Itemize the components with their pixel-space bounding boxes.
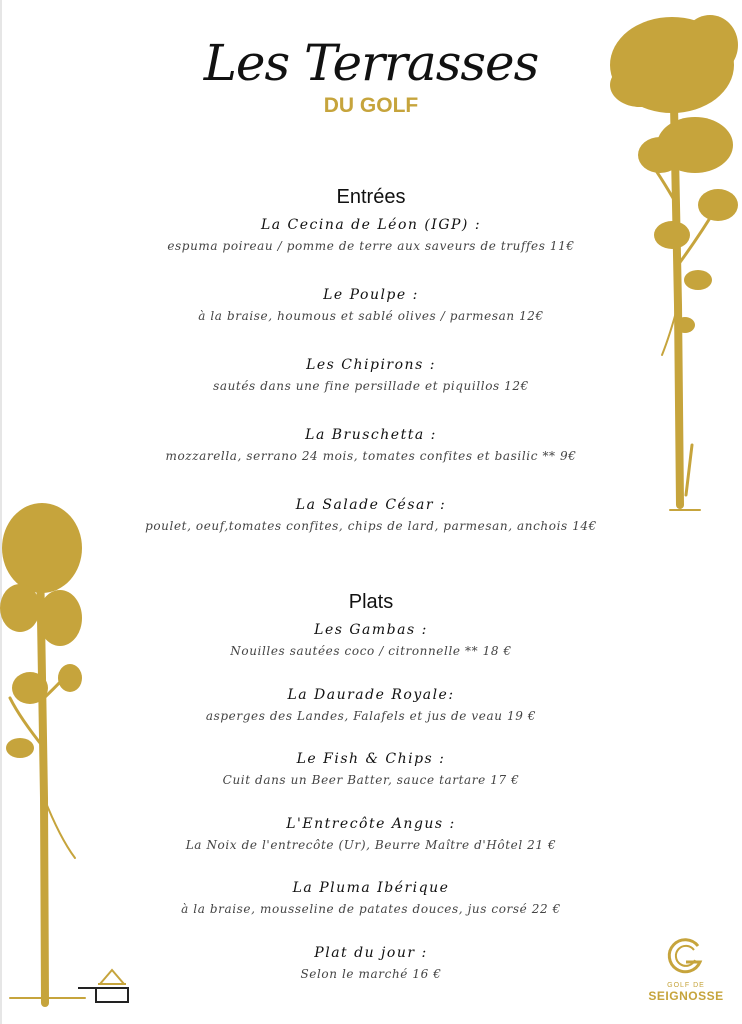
menu-item xyxy=(0,684,742,749)
menu-item xyxy=(0,214,742,284)
item-name: La Salade César : xyxy=(295,497,447,513)
item-name: Le Fish & Chips : xyxy=(296,751,446,767)
golf-seignosse-logo xyxy=(640,936,732,1008)
item-name: La Pluma Ibérique xyxy=(292,880,450,896)
item-name: La Cecina de Léon (IGP) : xyxy=(260,217,482,233)
menu-item xyxy=(0,284,742,354)
section-title: Plats xyxy=(348,591,394,613)
item-description: à la braise, mousseline de patates douces, jus corsé 22 € xyxy=(181,902,561,916)
item-name: L'Entrecôte Angus : xyxy=(286,815,456,832)
item-description: poulet, oeuf,tomates confites, chips de lard, parmesan, anchois 14€ xyxy=(145,519,597,533)
golf-g-logo-icon xyxy=(664,936,708,976)
item-description: à la braise, houmous et sablé olives / parmesan 12€ xyxy=(198,309,544,323)
clubhouse-logo-icon xyxy=(78,962,134,1006)
item-name: La Bruschetta : xyxy=(305,427,437,443)
entrees-section xyxy=(0,184,742,564)
item-description: Cuit dans un Beer Batter, sauce tartare 17 € xyxy=(222,773,520,787)
item-description: espuma poireau / pomme de terre aux saveurs de truffes 11€ xyxy=(167,239,575,253)
item-name: Le Poulpe : xyxy=(323,287,419,303)
item-description: asperges des Landes, Falafels et jus de veau 19 € xyxy=(205,708,537,723)
item-description: mozzarella, serrano 24 mois, tomates confites et basilic ** 9€ xyxy=(165,449,577,463)
menu-item xyxy=(0,813,742,878)
menu-item xyxy=(0,494,742,564)
header xyxy=(0,28,742,118)
item-name: Plat du jour : xyxy=(314,944,428,961)
logo-small-text: GOLF DE xyxy=(667,982,705,989)
plats-section xyxy=(0,589,742,1006)
item-name: Les Gambas : xyxy=(314,622,428,638)
logo-big-text: SEIGNOSSE xyxy=(648,989,724,1003)
item-description: Selon le marché 16 € xyxy=(300,966,442,981)
item-name: Les Chipirons : xyxy=(306,357,436,373)
item-description: Nouilles sautées coco / citronnelle ** 18 € xyxy=(230,644,512,658)
item-description: La Noix de l'entrecôte (Ur), Beurre Maître d'Hôtel 21 € xyxy=(185,837,557,852)
menu-item xyxy=(0,354,742,424)
menu-item xyxy=(0,424,742,494)
restaurant-subtitle: DU GOLF xyxy=(323,94,419,117)
section-title: Entrées xyxy=(336,186,406,208)
menu-item xyxy=(0,619,742,684)
menu-item xyxy=(0,877,742,942)
restaurant-title: Les Terrasses xyxy=(203,34,539,92)
item-name: La Daurade Royale: xyxy=(287,686,455,703)
menu-item xyxy=(0,748,742,813)
item-description: sautés dans une fine persillade et piquillos 12€ xyxy=(213,379,529,393)
